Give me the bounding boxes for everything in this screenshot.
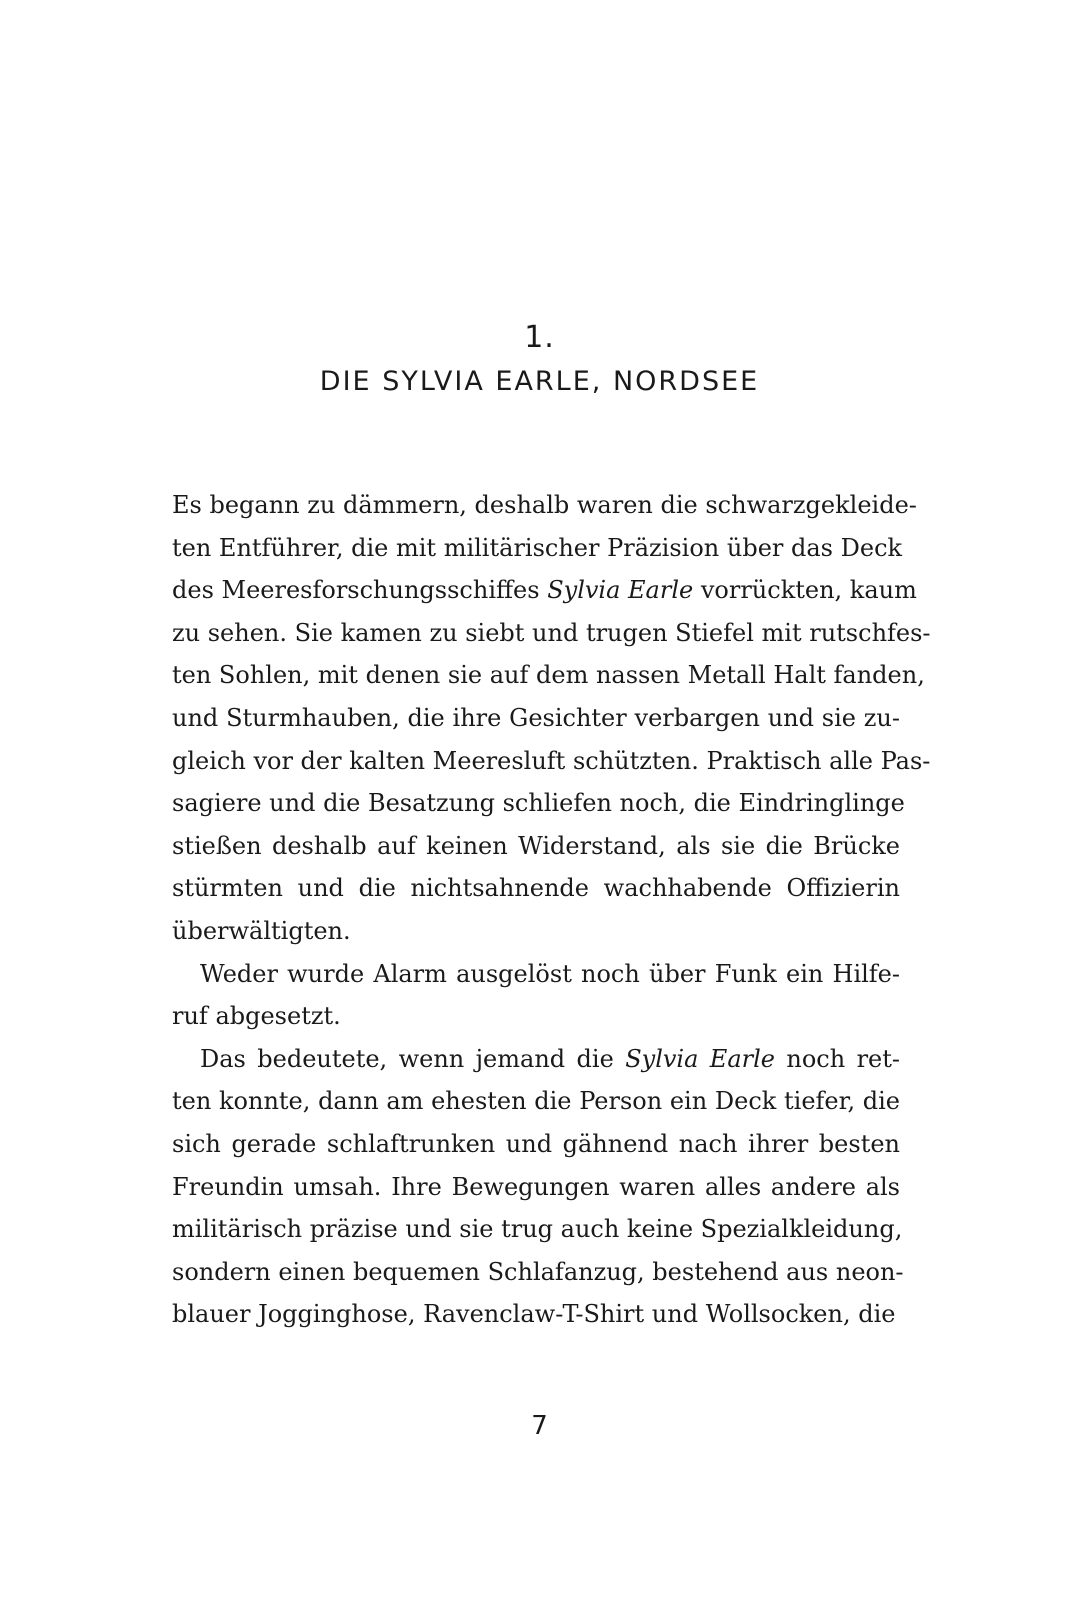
- text-segment: Es begann zu dämmern, deshalb waren die schwarzgekleide-: [172, 491, 917, 519]
- text-line: [172, 995, 900, 1038]
- text-segment: vorrückten, kaum: [693, 576, 917, 605]
- text-line: [172, 1208, 903, 1251]
- text-segment: ten konnte, dann am ehesten die Person ein Deck tiefer, die: [172, 1087, 900, 1116]
- text-segment: Weder wurde Alarm ausgelöst noch über Funk ein Hilfe-: [200, 959, 900, 988]
- text-segment: stürmten und die nichtsahnende wachhabende Offizierin: [172, 874, 900, 903]
- text-segment: militärisch präzise und sie trug auch keine Spezialkleidung,: [172, 1215, 903, 1244]
- chapter-number: 1.: [524, 320, 555, 355]
- text-line: [172, 654, 925, 697]
- text-line: [172, 867, 900, 910]
- text-segment: Freundin umsah. Ihre Bewegungen waren alles andere als: [172, 1172, 900, 1201]
- text-segment: Das bedeutete, wenn jemand die: [200, 1044, 626, 1073]
- text-segment: noch ret-: [774, 1044, 901, 1073]
- ship-name: Sylvia Earle: [625, 1044, 775, 1073]
- text-segment: ten Entführer, die mit militärischer Präzision über das Deck: [172, 533, 903, 562]
- text-line: [172, 910, 900, 953]
- text-segment: sich gerade schlaftrunken und gähnend nach ihrer besten: [172, 1129, 900, 1158]
- text-line: [172, 527, 903, 570]
- text-segment: und Sturmhauben, die ihre Gesichter verbargen und sie zu-: [172, 703, 900, 732]
- text-line: [172, 1080, 900, 1123]
- text-line: [172, 1166, 900, 1209]
- ship-name: Sylvia Earle: [547, 576, 694, 605]
- text-segment: sagiere und die Besatzung schliefen noch, die Eindringlinge: [172, 789, 905, 818]
- text-line: [172, 569, 917, 612]
- text-segment: sondern einen bequemen Schlafanzug, bestehend aus neon-: [172, 1257, 904, 1286]
- page-number: 7: [531, 1411, 548, 1441]
- text-segment: stießen deshalb auf keinen Widerstand, als sie die Brücke: [172, 831, 900, 860]
- text-line: [172, 1293, 900, 1336]
- text-line: [172, 1123, 900, 1166]
- body-text: [172, 484, 931, 1336]
- text-segment: gleich vor der kalten Meeresluft schützten. Praktisch alle Pas-: [172, 746, 931, 775]
- text-segment: des Meeresforschungsschiffes: [172, 576, 548, 605]
- text-line: [172, 1038, 900, 1081]
- text-line: [172, 953, 900, 996]
- text-line: [172, 825, 900, 868]
- text-line: [172, 697, 900, 740]
- text-line: [172, 612, 931, 655]
- text-segment: ruf abgesetzt.: [172, 1002, 341, 1031]
- text-line: [172, 740, 931, 783]
- text-line: [172, 1251, 904, 1294]
- text-segment: überwältigten.: [172, 916, 351, 945]
- text-line: [172, 484, 917, 527]
- text-segment: blauer Jogginghose, Ravenclaw-T-Shirt und Wollsocken, die: [172, 1300, 896, 1329]
- text-segment: ten Sohlen, mit denen sie auf dem nassen Metall Halt fanden,: [172, 661, 925, 690]
- text-line: [172, 782, 905, 825]
- text-segment: zu sehen. Sie kamen zu siebt und trugen Stiefel mit rutschfes-: [172, 618, 931, 647]
- chapter-title: DIE SYLVIA EARLE, NORDSEE: [319, 366, 760, 397]
